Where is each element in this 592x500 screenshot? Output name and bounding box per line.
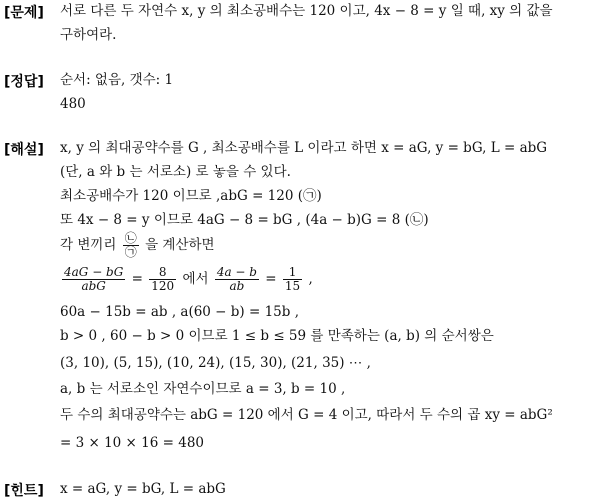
solution-line-11: 두 수의 최대공약수는 abG = 120 에서 G = 4 이고, 따라서 두 수의 곱 xy = abG² [60, 407, 553, 423]
fraction-numerator: ㉡ [124, 231, 137, 245]
solution-line-7: 60a − 15b = ab , a(60 − b) = 15b , [60, 304, 299, 320]
fraction-1 [62, 266, 125, 293]
fraction-1-num: 4aG − bG [64, 265, 124, 279]
solution-line-10: a, b 는 서로소인 자연수이므로 a = 3, b = 10 , [60, 381, 346, 397]
fraction-4 [283, 266, 302, 293]
line5-suffix: 을 계산하면 [145, 237, 215, 253]
fraction-circled [123, 232, 139, 259]
fraction-4-den: 15 [284, 279, 301, 293]
fraction-1-den: abG [81, 279, 106, 293]
solution-line-9: (3, 10), (5, 15), (10, 24), (15, 30), (21, 35) ⋯ , [60, 355, 371, 371]
problem-label: [문제] [4, 5, 44, 21]
solution-line-8: b > 0 , 60 − b > 0 이므로 1 ≤ b ≤ 59 를 만족하는 (a, b) 의 순서쌍은 [60, 328, 494, 344]
hint-label: [힌트] [4, 483, 44, 499]
answer-label: [정답] [4, 74, 44, 90]
fraction-2 [149, 266, 176, 293]
fraction-denominator: ㉠ [124, 245, 137, 259]
equals-2: = [265, 271, 277, 287]
answer-meta: 순서: 없음, 갯수: 1 [60, 72, 174, 88]
fraction-3-den: ab [229, 279, 245, 293]
answer-value: 480 [60, 96, 86, 112]
line5-prefix: 각 변끼리 [60, 237, 117, 253]
solution-line-2: (단, a 와 b 는 서로소) 로 놓을 수 있다. [60, 164, 291, 180]
fraction-4-num: 1 [283, 266, 302, 280]
solution-line-5 [60, 232, 215, 259]
solution-line-3: 최소공배수가 120 이므로 ,abG = 120 (㉠) [60, 188, 322, 204]
fraction-3 [215, 266, 259, 293]
solution-line-12: = 3 × 10 × 16 = 480 [60, 435, 204, 451]
equals-1: = [131, 271, 143, 287]
hint-text: x = aG, y = bG, L = abG [60, 481, 226, 497]
solution-line-4: 또 4x − 8 = y 이므로 4aG − 8 = bG , (4a − b)G = 8 (㉡) [60, 212, 429, 228]
line6-end: , [308, 271, 313, 287]
problem-text-line-1: 서로 다른 두 자연수 x, y 의 최소공배수는 120 이고, 4x − 8 = y 일 때, xy 의 값을 [60, 3, 553, 19]
fraction-3-num: 4a − b [216, 265, 257, 279]
line6-mid-text: 에서 [182, 271, 209, 287]
solution-line-6 [60, 266, 313, 293]
problem-text-line-2: 구하여라. [60, 27, 117, 43]
solution-label: [해설] [4, 142, 44, 158]
fraction-2-num: 8 [149, 266, 176, 280]
solution-line-1: x, y 의 최대공약수를 G , 최소공배수를 L 이라고 하면 x = aG, y = bG, L = abG [60, 140, 548, 156]
fraction-2-den: 120 [151, 279, 175, 293]
